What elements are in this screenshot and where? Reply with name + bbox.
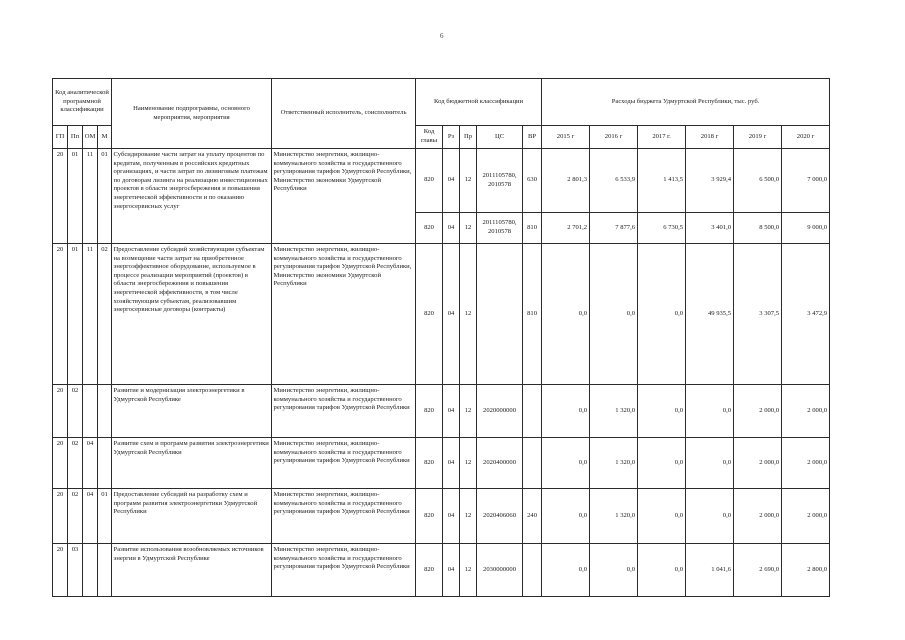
code-head-cell: 820 — [416, 489, 443, 544]
vr-cell — [523, 438, 542, 489]
table-row — [53, 244, 830, 385]
gp-cell: 20 — [53, 385, 68, 438]
value-2018: 1 041,6 — [686, 544, 734, 597]
header-row-1 — [53, 79, 830, 126]
value-2019: 3 307,5 — [734, 244, 782, 385]
rz-cell: 04 — [443, 489, 460, 544]
executor-cell: Министерство энергетики, жилищно-коммунального хозяйства и государственного регулирования тарифов Удмуртской Республики — [272, 489, 416, 544]
pr-cell: 12 — [460, 244, 477, 385]
name-cell: Предоставление субсидий хозяйствующим субъектам на возмещение части затрат на приобретенное энергоэффективное оборудование, используемое в процессе реализации мероприятий (проектов) в области энергосбережения и повышения энергетической эффективности, в том числе хозяйствующим субъектам, реализовавшим энергосервисные договоры (контракты) — [112, 244, 272, 385]
rz-header: Рз — [443, 126, 460, 149]
value-2020: 7 000,0 — [782, 149, 830, 213]
value-2016: 1 320,0 — [590, 489, 638, 544]
cs-cell: 2030000000 — [477, 544, 523, 597]
value-2019: 2 690,0 — [734, 544, 782, 597]
pr-cell: 12 — [460, 489, 477, 544]
value-2015: 2 801,3 — [542, 149, 590, 213]
value-2019: 2 000,0 — [734, 438, 782, 489]
value-2019: 6 500,0 — [734, 149, 782, 213]
value-2019: 2 000,0 — [734, 385, 782, 438]
pp-header: Пп — [68, 126, 83, 149]
rz-cell: 04 — [443, 244, 460, 385]
om-cell — [83, 385, 98, 438]
code-head-cell: 820 — [416, 244, 443, 385]
code-head-cell: 820 — [416, 385, 443, 438]
executor-header: Ответственный исполнитель, соисполнитель — [272, 79, 416, 149]
year-2018-header: 2018 г — [686, 126, 734, 149]
gp-cell: 20 — [53, 149, 68, 244]
value-2020: 2 000,0 — [782, 489, 830, 544]
gp-header: ГП — [53, 126, 68, 149]
pp-cell: 03 — [68, 544, 83, 597]
value-2018: 3 401,0 — [686, 213, 734, 244]
value-2017: 0,0 — [638, 489, 686, 544]
rz-cell: 04 — [443, 149, 460, 213]
m-cell: 01 — [98, 149, 112, 244]
vr-cell: 240 — [523, 489, 542, 544]
year-2019-header: 2019 г — [734, 126, 782, 149]
value-2020: 2 000,0 — [782, 438, 830, 489]
value-2017: 1 413,5 — [638, 149, 686, 213]
m-cell — [98, 385, 112, 438]
pr-cell: 12 — [460, 213, 477, 244]
cs-cell: 2020400000 — [477, 438, 523, 489]
pr-cell: 12 — [460, 385, 477, 438]
value-2016: 0,0 — [590, 544, 638, 597]
value-2016: 7 877,6 — [590, 213, 638, 244]
year-2015-header: 2015 г — [542, 126, 590, 149]
code-head-header: Код главы — [416, 126, 443, 149]
value-2015: 0,0 — [542, 489, 590, 544]
value-2016: 1 320,0 — [590, 385, 638, 438]
rz-cell: 04 — [443, 438, 460, 489]
value-2015: 0,0 — [542, 438, 590, 489]
value-2015: 2 701,2 — [542, 213, 590, 244]
pp-cell: 02 — [68, 438, 83, 489]
table-row — [53, 544, 830, 597]
name-cell: Субсидирование части затрат на уплату процентов по кредитам, полученным в российских кредитных организациях, и части затрат по лизинговым платежам по договорам лизинга на реализацию инвестиционных проектов в области энергосбережения и повышения энергетической эффективности и по оказанию энергосервисных услуг — [112, 149, 272, 244]
executor-cell: Министерство энергетики, жилищно-коммунального хозяйства и государственного регулирования тарифов Удмуртской Республики — [272, 544, 416, 597]
om-cell: 11 — [83, 149, 98, 244]
gp-cell: 20 — [53, 489, 68, 544]
vr-cell: 630 — [523, 149, 542, 213]
year-2016-header: 2016 г — [590, 126, 638, 149]
name-cell: Развитие использования возобновляемых источников энергии в Удмуртской Республике — [112, 544, 272, 597]
pp-cell: 02 — [68, 385, 83, 438]
pp-cell: 01 — [68, 244, 83, 385]
value-2020: 2 800,0 — [782, 544, 830, 597]
rz-cell: 04 — [443, 385, 460, 438]
value-2019: 2 000,0 — [734, 489, 782, 544]
executor-cell: Министерство энергетики, жилищно-коммунального хозяйства и государственного регулирования тарифов Удмуртской Республики — [272, 438, 416, 489]
name-header: Наименование подпрограммы, основного мероприятия, мероприятия — [112, 79, 272, 149]
value-2020: 9 000,0 — [782, 213, 830, 244]
value-2018: 3 929,4 — [686, 149, 734, 213]
name-cell: Развитие и модернизация электроэнергетики в Удмуртской Республике — [112, 385, 272, 438]
value-2016: 6 533,9 — [590, 149, 638, 213]
om-cell: 04 — [83, 438, 98, 489]
cs-header: ЦС — [477, 126, 523, 149]
executor-cell: Министерство энергетики, жилищно-коммунального хозяйства и государственного регулирования тарифов Удмуртской Республики — [272, 385, 416, 438]
rz-cell: 04 — [443, 213, 460, 244]
gp-cell: 20 — [53, 544, 68, 597]
page-number: 6 — [440, 32, 444, 40]
om-cell: 11 — [83, 244, 98, 385]
table-row — [53, 489, 830, 544]
name-cell: Предоставление субсидий на разработку схем и программ развития электроэнергетики Удмуртской Республики — [112, 489, 272, 544]
om-cell — [83, 544, 98, 597]
table-row — [53, 385, 830, 438]
pr-cell: 12 — [460, 149, 477, 213]
value-2017: 0,0 — [638, 544, 686, 597]
gp-cell: 20 — [53, 438, 68, 489]
cs-cell: 2020406060 — [477, 489, 523, 544]
gp-cell: 20 — [53, 244, 68, 385]
value-2015: 0,0 — [542, 244, 590, 385]
m-cell — [98, 438, 112, 489]
om-cell: 04 — [83, 489, 98, 544]
code-head-cell: 820 — [416, 544, 443, 597]
table-row — [53, 149, 830, 213]
value-2016: 1 320,0 — [590, 438, 638, 489]
value-2020: 3 472,9 — [782, 244, 830, 385]
value-2017: 6 730,5 — [638, 213, 686, 244]
m-header: М — [98, 126, 112, 149]
vr-cell: 810 — [523, 244, 542, 385]
pr-header: Пр — [460, 126, 477, 149]
rz-cell: 04 — [443, 544, 460, 597]
om-header: ОМ — [83, 126, 98, 149]
cs-cell: 2011105780, 2010578 — [477, 213, 523, 244]
value-2018: 0,0 — [686, 385, 734, 438]
cs-cell: 2011105780, 2010578 — [477, 149, 523, 213]
value-2015: 0,0 — [542, 385, 590, 438]
executor-cell: Министерство энергетики, жилищно-коммунального хозяйства и государственного регулирования тарифов Удмуртской Республики, Министерство экономики Удмуртской Республики — [272, 244, 416, 385]
value-2017: 0,0 — [638, 438, 686, 489]
budget-table — [52, 78, 830, 597]
name-cell: Развитие схем и программ развития электроэнергетики Удмуртской Республики — [112, 438, 272, 489]
expenses-header: Расходы бюджета Удмуртской Республики, тыс. руб. — [542, 79, 830, 126]
value-2020: 2 000,0 — [782, 385, 830, 438]
table-row — [53, 438, 830, 489]
analytic-code-header: Код аналитической программной классификации — [53, 79, 112, 126]
value-2018: 0,0 — [686, 489, 734, 544]
code-head-cell: 820 — [416, 213, 443, 244]
value-2016: 0,0 — [590, 244, 638, 385]
pp-cell: 01 — [68, 149, 83, 244]
value-2017: 0,0 — [638, 385, 686, 438]
pr-cell: 12 — [460, 438, 477, 489]
code-head-cell: 820 — [416, 438, 443, 489]
value-2015: 0,0 — [542, 544, 590, 597]
vr-header: ВР — [523, 126, 542, 149]
pp-cell: 02 — [68, 489, 83, 544]
m-cell: 02 — [98, 244, 112, 385]
executor-cell: Министерство энергетики, жилищно-коммунального хозяйства и государственного регулирования тарифов Удмуртской Республики, Министерство экономики Удмуртской Республики — [272, 149, 416, 244]
value-2019: 8 500,0 — [734, 213, 782, 244]
cs-cell — [477, 244, 523, 385]
value-2017: 0,0 — [638, 244, 686, 385]
vr-cell — [523, 385, 542, 438]
year-2017-header: 2017 г. — [638, 126, 686, 149]
budget-code-header: Код бюджетной классификации — [416, 79, 542, 126]
code-head-cell: 820 — [416, 149, 443, 213]
cs-cell: 2020000000 — [477, 385, 523, 438]
m-cell: 01 — [98, 489, 112, 544]
vr-cell — [523, 544, 542, 597]
pr-cell: 12 — [460, 544, 477, 597]
value-2018: 49 935,5 — [686, 244, 734, 385]
value-2018: 0,0 — [686, 438, 734, 489]
year-2020-header: 2020 г — [782, 126, 830, 149]
vr-cell: 810 — [523, 213, 542, 244]
m-cell — [98, 544, 112, 597]
